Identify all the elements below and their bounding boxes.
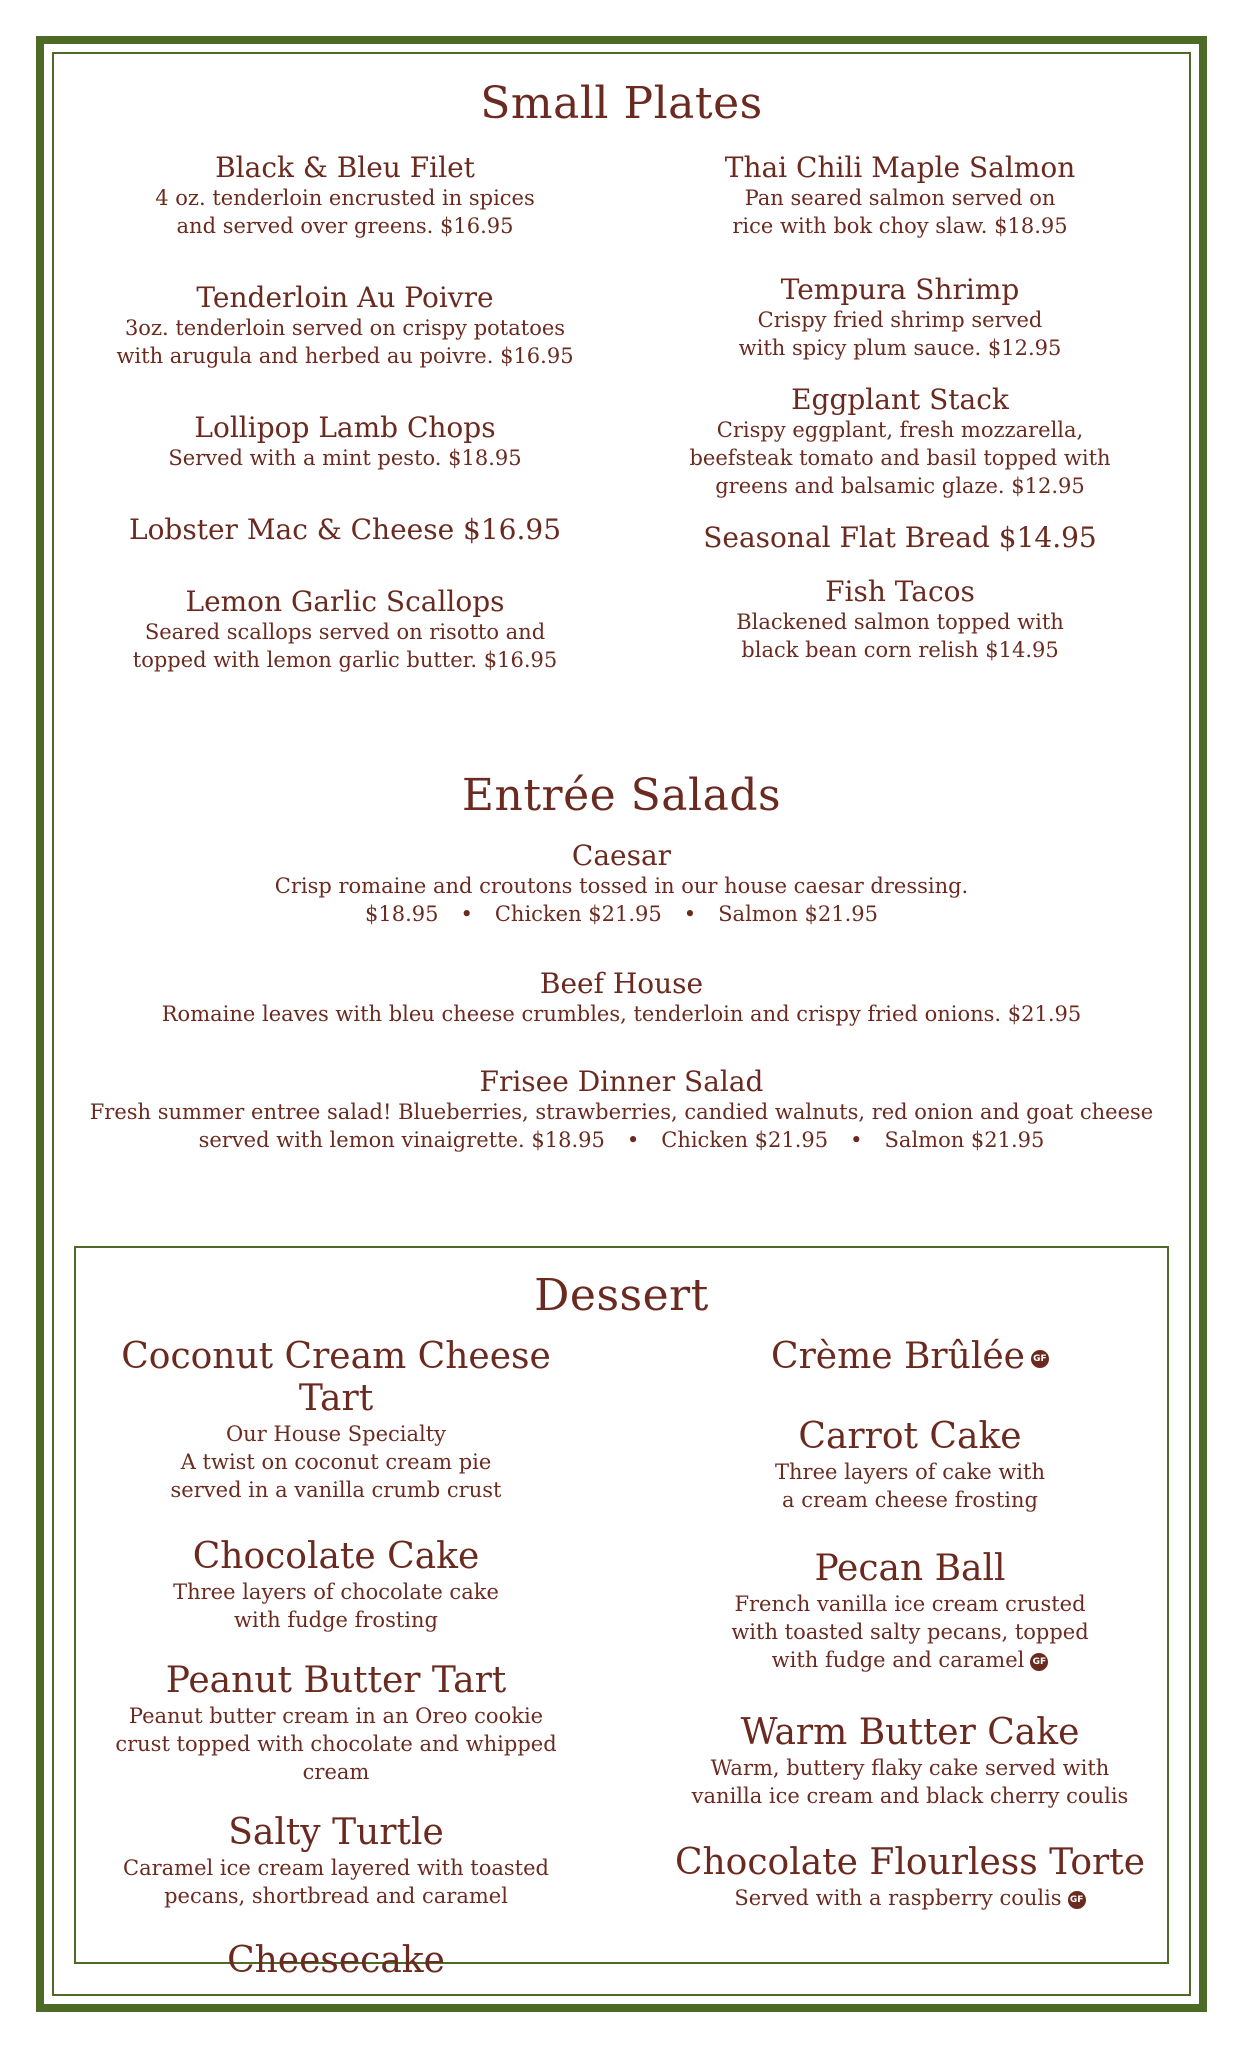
item-desc: with toasted salty pecans, topped <box>731 1620 1089 1644</box>
dessert-name-text: Crème Brûlée <box>771 1336 1025 1377</box>
item-desc: served with lemon vinaigrette. $18.95 <box>198 1128 605 1152</box>
bullet: • <box>850 1128 863 1152</box>
price: Chicken $21.95 <box>494 902 662 926</box>
small-plates-title: Small Plates <box>480 78 763 129</box>
item-desc: Crispy eggplant, fresh mozzarella, <box>716 418 1084 442</box>
dessert-name: Pecan Ball <box>814 1548 1006 1589</box>
bullet: • <box>460 902 473 926</box>
item-name: Lemon Garlic Scallops <box>185 585 505 618</box>
dessert-item <box>86 1660 586 1786</box>
menu-item <box>680 152 1120 240</box>
item-desc: Seared scallops served on risotto and <box>144 620 546 644</box>
item-name: Tempura Shrimp <box>780 273 1020 306</box>
item-desc: crust topped with chocolate and whipped cream <box>115 1732 557 1784</box>
item-name: Black & Bleu Filet <box>215 151 475 184</box>
dessert-name: Cheesecake <box>227 1940 445 1981</box>
item-name: Lobster Mac & Cheese $16.95 <box>128 513 562 546</box>
dessert-name: Peanut Butter Tart <box>165 1660 507 1701</box>
item-desc: served in a vanilla crumb crust <box>170 1478 502 1502</box>
item-desc: Blackened salmon topped with <box>736 610 1064 634</box>
item-desc: A twist on coconut cream pie <box>180 1450 492 1474</box>
dessert-name: Chocolate Cake <box>192 1536 480 1577</box>
item-desc: French vanilla ice cream crusted <box>734 1592 1086 1616</box>
item-desc: Pan seared salmon served on <box>744 186 1056 210</box>
item-desc: beefsteak tomato and basil topped with <box>689 446 1111 470</box>
dessert-item <box>660 1842 1160 1912</box>
item-name: Beef House <box>539 967 704 1000</box>
item-name: Frisee Dinner Salad <box>479 1065 764 1098</box>
menu-item <box>110 514 580 546</box>
item-name: Thai Chili Maple Salmon <box>724 151 1076 184</box>
item-desc: and served over greens. $16.95 <box>176 214 514 238</box>
item-desc: Romaine leaves with bleu cheese crumbles, tenderloin and crispy fried onions. $21.95 <box>161 1002 1082 1026</box>
item-desc: rice with bok choy slaw. $18.95 <box>732 214 1068 238</box>
small-plates-right-column <box>680 152 1120 664</box>
entree-salads-title: Entrée Salads <box>461 770 782 821</box>
item-desc: a cream cheese frosting <box>782 1488 1038 1512</box>
price: $18.95 <box>364 902 439 926</box>
gluten-free-icon: GF <box>1031 1350 1049 1368</box>
item-name: Caesar <box>571 839 672 872</box>
price-line <box>80 1126 1163 1154</box>
item-desc: with fudge frosting <box>234 1608 438 1632</box>
item-desc: Warm, buttery flaky cake served with <box>710 1756 1110 1780</box>
dessert-item <box>660 1416 1160 1514</box>
menu-item <box>80 1066 1163 1154</box>
item-desc: greens and balsamic glaze. $12.95 <box>715 474 1085 498</box>
item-desc-text: Served with a raspberry coulis <box>734 1886 1062 1910</box>
item-desc: Peanut butter cream in an Oreo cookie <box>128 1704 544 1728</box>
menu-item <box>680 384 1120 500</box>
menu-item <box>110 152 580 240</box>
price: Salmon $21.95 <box>718 902 879 926</box>
dessert-name: Carrot Cake <box>798 1416 1022 1457</box>
dessert-item <box>86 1536 586 1634</box>
item-desc: Our House Specialty <box>225 1422 447 1446</box>
dessert-item <box>660 1548 1160 1674</box>
dessert-item <box>86 1336 586 1504</box>
item-desc: Crispy fried shrimp served <box>757 308 1043 332</box>
menu-item <box>680 274 1120 362</box>
dessert-name: Warm Butter Cake <box>740 1712 1080 1753</box>
item-desc-text: with fudge and caramel <box>771 1648 1025 1672</box>
item-desc: Three layers of chocolate cake <box>173 1580 499 1604</box>
small-plates-left-column <box>110 152 580 674</box>
dessert-item <box>660 1336 1160 1378</box>
item-desc: Fresh summer entree salad! Blueberries, strawberries, candied walnuts, red onion and goat cheese <box>89 1100 1154 1124</box>
item-desc: with spicy plum sauce. $12.95 <box>738 336 1062 360</box>
price-line <box>80 900 1163 928</box>
item-desc <box>660 1884 1160 1912</box>
gluten-free-icon: GF <box>1030 1653 1048 1671</box>
item-desc: with arugula and herbed au poivre. $16.95 <box>116 344 574 368</box>
item-desc: vanilla ice cream and black cherry coulis <box>691 1784 1129 1808</box>
bullet: • <box>683 902 697 926</box>
item-desc: black bean corn relish $14.95 <box>741 638 1059 662</box>
item-desc: Three layers of cake with <box>775 1460 1045 1484</box>
dessert-name: Coconut Cream Cheese Tart <box>121 1336 551 1419</box>
item-name: Lollipop Lamb Chops <box>194 411 496 444</box>
menu-item <box>80 968 1163 1028</box>
menu-item <box>110 412 580 472</box>
dessert-name <box>660 1336 1160 1378</box>
item-desc <box>660 1646 1160 1674</box>
item-desc: 3oz. tenderloin served on crispy potatoes <box>124 316 566 340</box>
entree-salads-list <box>80 840 1163 1154</box>
item-desc: 4 oz. tenderloin encrusted in spices <box>155 186 535 210</box>
item-desc: topped with lemon garlic butter. $16.95 <box>132 648 558 672</box>
menu-item <box>110 282 580 370</box>
item-name: Tenderloin Au Poivre <box>196 281 494 314</box>
bullet: • <box>626 1128 640 1152</box>
item-desc: Crisp romaine and croutons tossed in our house caesar dressing. <box>274 874 969 898</box>
menu-item <box>680 522 1120 554</box>
item-desc: Served with a mint pesto. $18.95 <box>168 446 522 470</box>
item-desc: pecans, shortbread and caramel <box>164 1884 508 1908</box>
price: Salmon $21.95 <box>884 1128 1045 1152</box>
menu-item <box>110 586 580 674</box>
item-desc: Caramel ice cream layered with toasted <box>123 1856 549 1880</box>
item-name: Seasonal Flat Bread $14.95 <box>703 521 1097 554</box>
dessert-right-column <box>660 1336 1160 1912</box>
item-name: Fish Tacos <box>825 575 975 608</box>
dessert-left-column <box>86 1336 586 1982</box>
dessert-title: Dessert <box>534 1270 709 1321</box>
dessert-name: Salty Turtle <box>228 1812 444 1853</box>
dessert-item <box>86 1940 586 1982</box>
gluten-free-icon: GF <box>1068 1891 1086 1909</box>
price: Chicken $21.95 <box>661 1128 829 1152</box>
dessert-item <box>86 1812 586 1910</box>
menu-item <box>80 840 1163 928</box>
menu-item <box>680 576 1120 664</box>
dessert-name: Chocolate Flourless Torte <box>674 1842 1146 1883</box>
item-name: Eggplant Stack <box>791 383 1009 416</box>
dessert-item <box>660 1712 1160 1810</box>
